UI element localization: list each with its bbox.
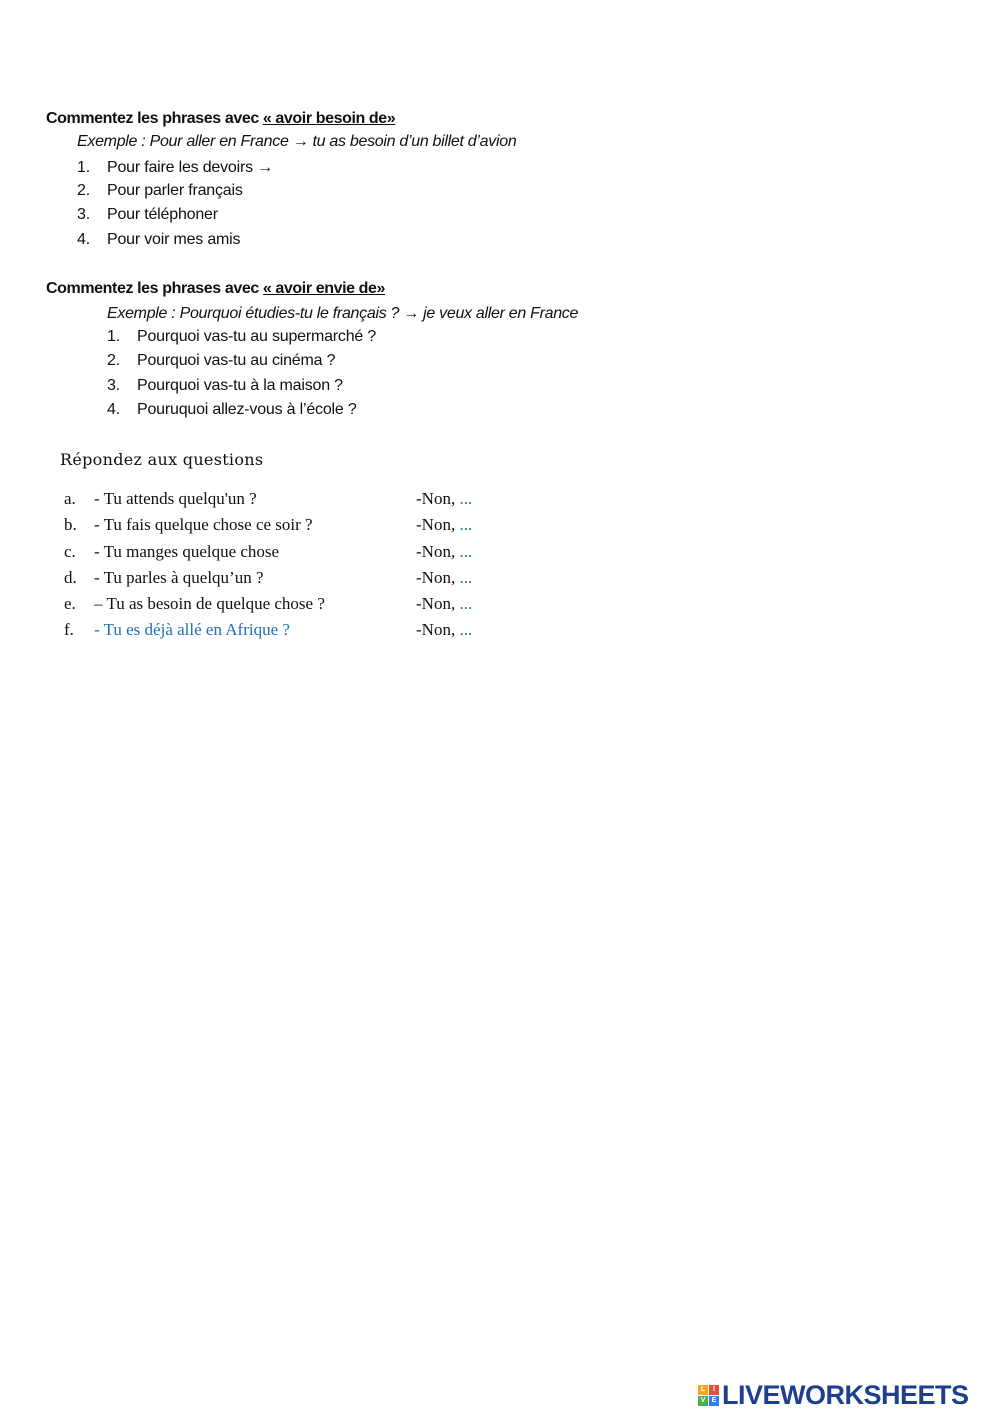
section1-item: 1. Pour faire les devoirs → <box>77 159 273 176</box>
question-row: e. – Tu as besoin de quelque chose ? -Non, ... <box>64 594 473 613</box>
section3-title: Répondez aux questions <box>60 450 264 469</box>
section1-example: Exemple : Pour aller en France → tu as besoin d’un billet d’avion <box>77 133 517 150</box>
section2-title-keyword: « avoir envie de» <box>262 280 386 297</box>
section1-title-keyword: « avoir besoin de» <box>262 110 396 127</box>
section1-item: 2. Pour parler français <box>77 182 243 199</box>
answer-blank[interactable]: ... <box>459 489 473 508</box>
section2-item: 2. Pourquoi vas-tu au cinéma ? <box>107 352 336 369</box>
answer-blank[interactable]: ... <box>459 620 473 639</box>
answer-blank[interactable]: ... <box>459 515 473 534</box>
question-row: f. - Tu es déjà allé en Afrique ? -Non, ... <box>64 620 473 639</box>
logo-text: LIVEWORKSHEETS <box>722 1379 969 1410</box>
answer-blank[interactable]: ... <box>459 568 473 587</box>
question-row: d. - Tu parles à quelqu’un ? -Non, ... <box>64 568 473 587</box>
section2-title: Commentez les phrases avec « avoir envie de» <box>46 280 386 297</box>
section2-item: 1. Pourquoi vas-tu au supermarché ? <box>107 328 377 345</box>
answer-blank[interactable]: ... <box>459 542 473 561</box>
liveworksheets-logo <box>698 1380 969 1410</box>
section1-item: 4. Pour voir mes amis <box>77 231 241 248</box>
answer-blank[interactable]: ... <box>459 594 473 613</box>
section1-title: Commentez les phrases avec « avoir besoin de» <box>46 110 396 127</box>
section2-item: 4. Pouruquoi allez-vous à l’école ? <box>107 401 357 418</box>
question-row: c. - Tu manges quelque chose -Non, ... <box>64 542 473 561</box>
question-row: a. - Tu attends quelqu'un ? -Non, ... <box>64 489 473 508</box>
section2-example: Exemple : Pourquoi étudies-tu le français ? → je veux aller en France <box>107 305 579 322</box>
section2-item: 3. Pourquoi vas-tu à la maison ? <box>107 377 343 394</box>
section1-item: 3. Pour téléphoner <box>77 206 218 223</box>
question-row: b. - Tu fais quelque chose ce soir ? -Non, ... <box>64 515 473 534</box>
logo-icon: L I V E <box>698 1385 719 1406</box>
